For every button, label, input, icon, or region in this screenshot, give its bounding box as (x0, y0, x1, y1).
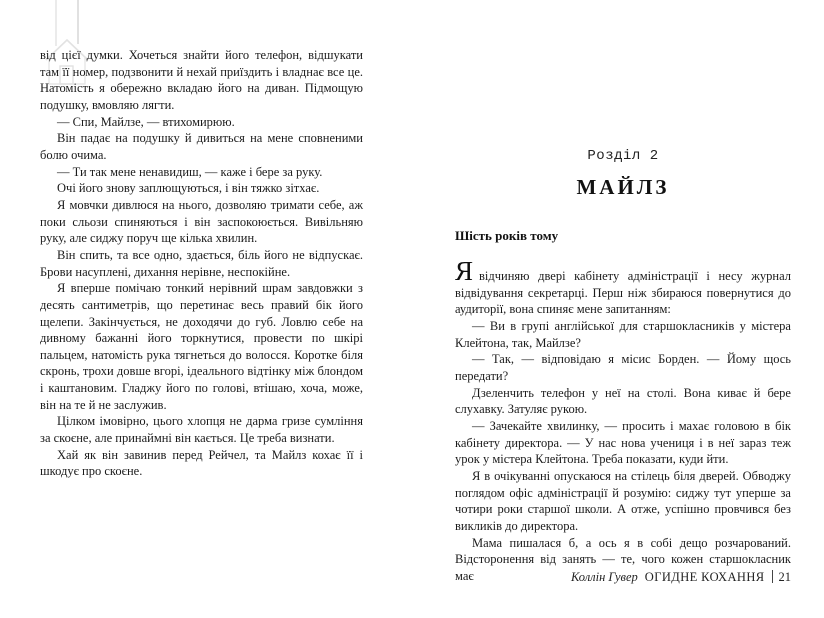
paragraph: Я вперше помічаю тонкий нерівний шрам завдовжки з десять сантиметрів, що перетинає весь правий бік його щелепи. Закінчується, не доходячи до губ. Ловлю себе на дивному бажанні його торкнутися, провести по шкірі пальцем, натомість рука тягнеться до волосся. Коротке біля скронь, трохи довше вгорі, ідеального відтінку між блондом і каштановим. Гладжу його по голові, втішаю, хоча, може, він на те й не заслужив. (40, 281, 363, 412)
paragraph: Він падає на подушку й дивиться на мене сповненими болю очима. (40, 131, 363, 162)
chapter-title: МАЙЛЗ (576, 175, 670, 199)
footer-divider (772, 570, 773, 583)
paragraph: Мама пишалася б, а ось я в собі дещо розчарований. Відсторонення від занять — те, чого кожен старшокласник має (455, 535, 791, 583)
right-page-paragraphs (455, 318, 791, 585)
paragraph: — Ви в групі англійської для старшокласників у містера Клейтона, так, Майлзе? (455, 318, 791, 350)
paragraph: Очі його знову заплющуються, і він тяжко зітхає. (57, 181, 320, 196)
paragraph: — Спи, Майлзе, — втихомирюю. (57, 114, 235, 129)
paragraph: Я в очікуванні опускаюся на стілець біля дверей. Обводжу поглядом офіс адміністрації й розумію: сиджу тут уперше за чотири роки старшої школи. А отже, успішно провчився без викликів до директора. (455, 468, 791, 533)
left-page-text (40, 47, 363, 480)
section-subheading: Шість років тому (455, 228, 559, 243)
lead-paragraph (455, 256, 791, 318)
paragraph: — Зачекайте хвилинку, — просить і махає головою в бік кабінету директора. — У нас нова учениця і в неї зараз теж урок у містера Клейтона. Треба показати, куди йти. (455, 418, 791, 467)
raised-initial-cap: Я (455, 256, 474, 286)
paragraph: Він спить, та все одно, здається, біль його не відпускає. Брови насуплені, дихання нерівне, неспокійне. (40, 247, 363, 279)
page-footer (455, 570, 791, 585)
chapter-label: Розділ 2 (587, 148, 659, 164)
paragraph: від цієї думки. Хочеться знайти його телефон, відшукати там її номер, подзвонити й нехай приїздить і владнає все це. Натомість я обережно вкладаю його на диван. Підмощую подушку, вмовляю лягти. (40, 48, 363, 112)
footer-book-title: ОГИДНЕ КОХАННЯ (644, 570, 765, 584)
paragraph: Я мовчки дивлюся на нього, дозволяю тримати себе, аж поки сльози спиняються і він заспокоюється. Вивільняю руку, але сиджу поруч ще кілька хвилин. (40, 197, 363, 246)
paragraph: Дзеленчить телефон у неї на столі. Вона киває й бере слухавку. Затуляє рукою. (455, 385, 791, 417)
lead-paragraph-text: відчиняю двері кабінету адміністрації і несу журнал відвідування секретарці. Перш ніж збираюся повернутися до аудиторії, вона спиняє мене запитанням: (455, 269, 791, 317)
paragraph: Цілком імовірно, цього хлопця не дарма гризе сумління за скоєне, але принаймні він кається. Це треба визнати. (40, 414, 363, 446)
paragraph: — Ти так мене ненавидиш, — каже і бере за руку. (57, 164, 323, 179)
left-page (40, 47, 363, 480)
paragraph: Хай як він завинив перед Рейчел, та Майлз кохає її і шкодує про скоєне. (40, 447, 363, 479)
paragraph: — Так, — відповідаю я місис Борден. — Йому щось передати? (455, 352, 791, 383)
right-page (455, 148, 791, 584)
footer-page-number: 21 (778, 570, 791, 584)
right-page-text (455, 256, 791, 584)
footer-author: Коллін Гувер (570, 570, 638, 584)
